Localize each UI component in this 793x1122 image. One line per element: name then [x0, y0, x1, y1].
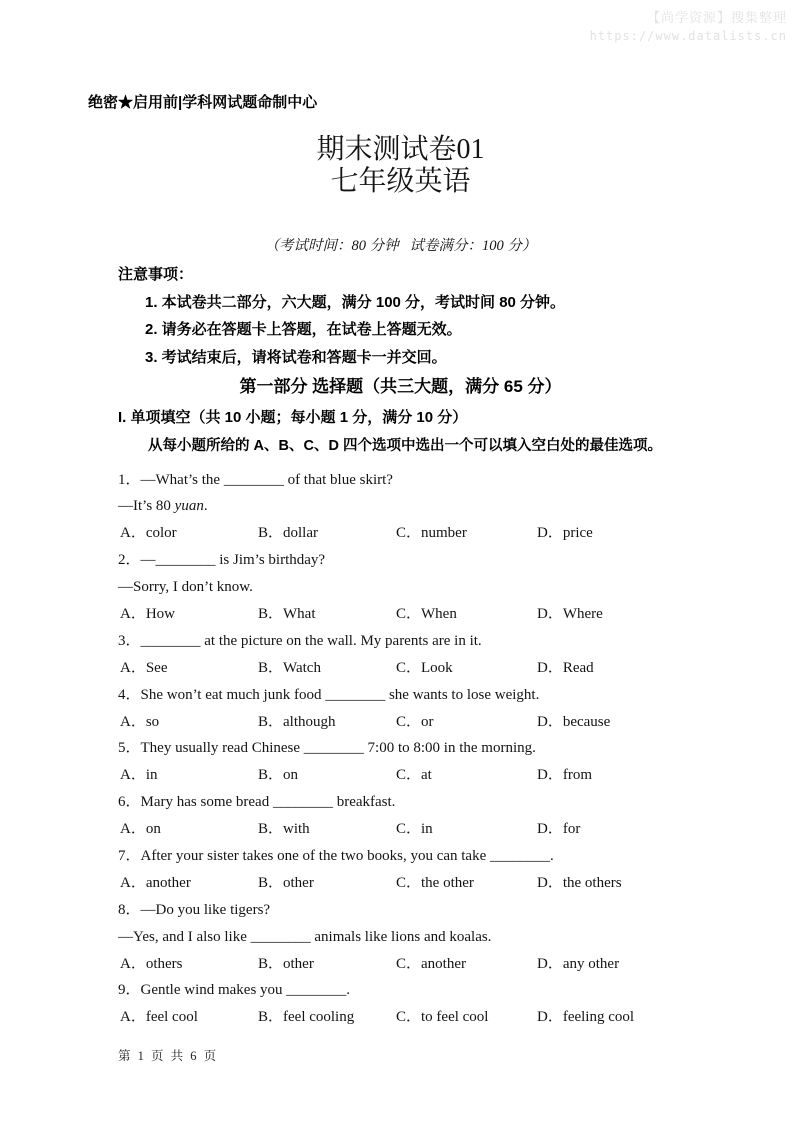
question-8	[118, 897, 683, 978]
question-1-option-c: C．number	[396, 525, 467, 542]
question-7	[118, 843, 683, 897]
exam-title: 期末测试卷01	[316, 134, 485, 165]
question-4	[118, 682, 683, 736]
question-2-reply: —Sorry, I don’t know.	[118, 579, 253, 596]
question-3-option-d: D．Read	[537, 659, 594, 676]
exam-subtitle: 七年级英语	[330, 166, 471, 197]
question-8-option-a: A．others	[120, 955, 183, 972]
question-1-reply	[118, 493, 683, 520]
question-3-option-c: C．Look	[396, 659, 453, 676]
question-1-reply-post: .	[203, 498, 208, 515]
question-2-options	[118, 601, 683, 628]
question-7-option-c: C．the other	[396, 874, 474, 891]
question-2-option-d: D．Where	[537, 605, 603, 622]
question-5	[118, 735, 683, 789]
question-9-option-d: D．feeling cool	[537, 1009, 635, 1026]
notice-item-2: 2. 请务必在答题卡上答题，在试卷上答题无效。	[145, 321, 462, 338]
question-8-option-d: D．any other	[537, 955, 620, 972]
question-1-option-a: A．color	[120, 525, 177, 542]
question-5-option-a: A．in	[120, 767, 158, 784]
question-5-option-d: D．from	[537, 767, 592, 784]
section1-heading: I. 单项填空（共 10 小题；每小题 1 分，满分 10 分）	[118, 408, 468, 426]
question-4-option-c: C．or	[396, 713, 434, 730]
question-1-reply-italic: yuan	[174, 498, 204, 515]
question-2-option-c: C．When	[396, 605, 457, 622]
question-7-text: 7．After your sister takes one of the two books, you can take ________.	[118, 847, 554, 864]
question-9	[118, 977, 683, 1031]
question-1-option-b: B．dollar	[258, 525, 318, 542]
question-3	[118, 628, 683, 682]
question-3-text: 3．________ at the picture on the wall. My parents are in it.	[118, 632, 482, 649]
notice-item-3: 3. 考试结束后，请将试卷和答题卡一并交回。	[145, 348, 447, 366]
question-6-option-c: C．in	[396, 821, 433, 838]
question-2-option-a: A．How	[120, 605, 175, 622]
question-1-options	[118, 520, 683, 547]
exam-info-line: （考试时间：80 分钟 试卷满分：100 分）	[264, 238, 537, 254]
watermark-source-label: 【尚学资源】搜集整理	[646, 10, 787, 25]
question-5-text: 5．They usually read Chinese ________ 7:00 to 8:00 in the morning.	[118, 740, 536, 757]
question-7-option-a: A．another	[120, 874, 191, 891]
question-2-option-b: B．What	[258, 605, 316, 622]
question-9-option-a: A．feel cool	[120, 1009, 198, 1026]
page-number-footer: 第 1 页 共 6 页	[118, 1049, 219, 1063]
question-2-text: 2．—________ is Jim’s birthday?	[118, 552, 326, 569]
question-7-options	[118, 870, 683, 897]
section1-instruction: 从每小题所给的 A、B、C、D 四个选项中选出一个可以填入空白处的最佳选项。	[148, 437, 662, 454]
question-4-option-d: D．because	[537, 713, 611, 730]
question-1	[118, 467, 683, 548]
question-9-options	[118, 1004, 683, 1031]
question-6-option-a: A．on	[120, 821, 161, 838]
question-8-options	[118, 951, 683, 978]
question-7-option-d: D．the others	[537, 874, 622, 891]
notice-item-1: 1. 本试卷共二部分，六大题，满分 100 分，考试时间 80 分钟。	[145, 293, 566, 311]
part1-heading: 第一部分 选择题（共三大题，满分 65 分）	[239, 376, 562, 396]
question-9-option-c: C．to feel cool	[396, 1009, 489, 1026]
question-5-option-c: C．at	[396, 767, 432, 784]
question-1-reply-pre: —It’s 80	[118, 498, 175, 515]
question-6-option-d: D．for	[537, 821, 581, 838]
question-3-option-b: B．Watch	[258, 659, 321, 676]
page-content	[118, 0, 683, 1031]
question-6-text: 6．Mary has some bread ________ breakfast.	[118, 794, 396, 811]
question-8-reply: —Yes, and I also like ________ animals like lions and koalas.	[118, 928, 492, 945]
question-8-option-b: B．other	[258, 955, 314, 972]
question-4-options	[118, 709, 683, 736]
classification-banner: 绝密★启用前|学科网试题命制中心	[88, 94, 318, 111]
question-1-option-d: D．price	[537, 525, 593, 542]
question-4-option-a: A．so	[120, 713, 160, 730]
question-list	[118, 467, 683, 1032]
notice-heading: 注意事项：	[118, 266, 194, 283]
question-6-option-b: B．with	[258, 821, 310, 838]
question-5-options	[118, 762, 683, 789]
question-9-text: 9．Gentle wind makes you ________.	[118, 982, 351, 999]
question-6	[118, 789, 683, 843]
question-2	[118, 547, 683, 628]
question-4-text: 4．She won’t eat much junk food ________ she wants to lose weight.	[118, 686, 540, 703]
question-7-option-b: B．other	[258, 874, 314, 891]
question-4-option-b: B．although	[258, 713, 336, 730]
watermark-url: https://www.datalists.cn	[589, 29, 787, 43]
question-8-text: 8．—Do you like tigers?	[118, 901, 271, 918]
question-9-option-b: B．feel cooling	[258, 1009, 355, 1026]
question-6-options	[118, 816, 683, 843]
question-3-option-a: A．See	[120, 659, 168, 676]
question-5-option-b: B．on	[258, 767, 299, 784]
question-8-option-c: C．another	[396, 955, 466, 972]
question-1-text: 1．—What’s the ________ of that blue skirt?	[118, 471, 393, 488]
question-3-options	[118, 655, 683, 682]
